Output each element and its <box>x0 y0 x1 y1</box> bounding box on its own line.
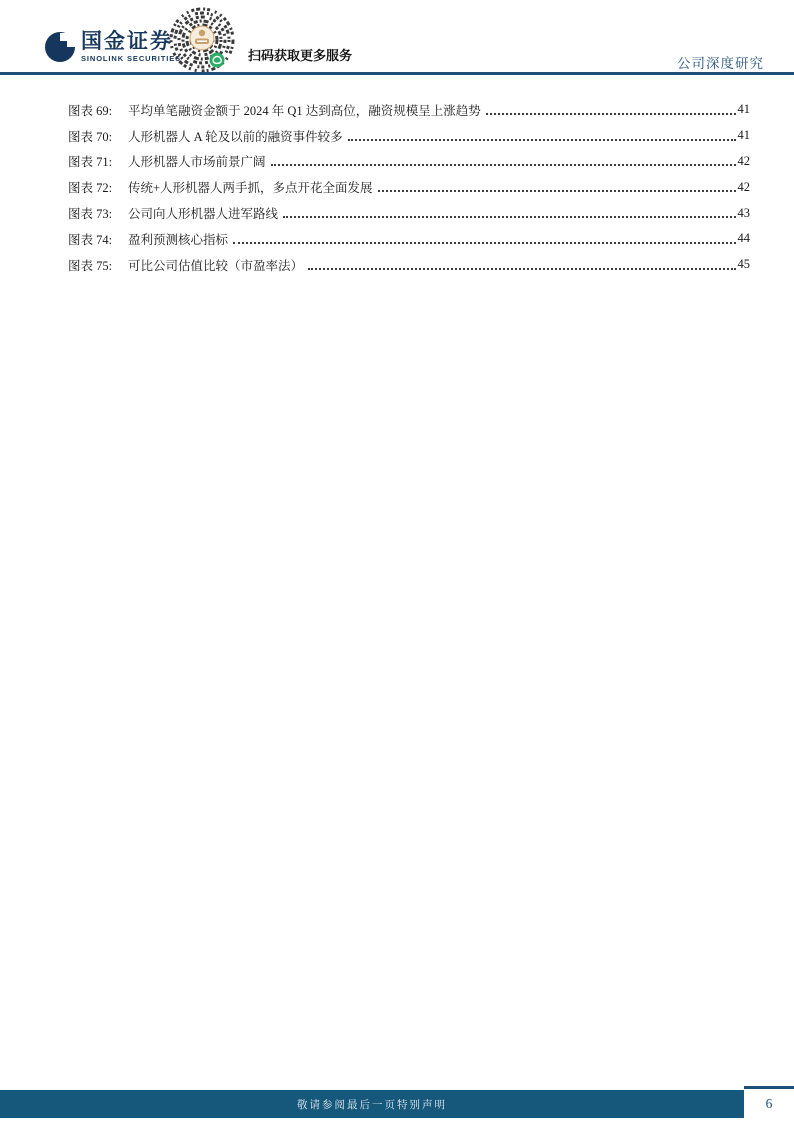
logo-name-cn: 国金证券 <box>81 30 173 53</box>
qr-center-badge <box>190 26 214 50</box>
toc-entry-title: 人形机器人市场前景广阔 <box>128 155 266 170</box>
page-number: 6 <box>765 1095 773 1111</box>
toc-entry-page: 41 <box>737 102 750 117</box>
header-divider <box>0 72 794 75</box>
toc-entry-page: 43 <box>737 205 750 220</box>
toc-entry-title: 可比公司估值比较（市盈率法） <box>128 258 304 273</box>
toc-entry-label: 图表 69: <box>68 103 113 118</box>
toc-entry[interactable] <box>68 252 750 278</box>
page-header <box>0 0 794 74</box>
sinolink-logo <box>45 30 181 63</box>
footer-disclaimer-text: 敬请参阅最后一页特别声明 <box>297 1099 447 1111</box>
toc-entry[interactable] <box>68 174 750 200</box>
toc-leader-dots <box>378 190 736 192</box>
toc-entry-label: 图表 73: <box>68 207 113 222</box>
footer-page-number-box <box>744 1086 794 1118</box>
toc-entry-title: 平均单笔融资金额于 2024 年 Q1 达到高位，融资规模呈上涨趋势 <box>128 103 481 118</box>
toc-entry-page: 41 <box>737 128 750 143</box>
toc-entry-label: 图表 70: <box>68 129 113 144</box>
toc-entry-title: 公司向人形机器人进军路线 <box>128 207 279 222</box>
toc-entry[interactable] <box>68 97 750 123</box>
qr-code-icon <box>169 7 235 73</box>
toc-leader-dots <box>271 164 736 166</box>
toc-entry-page: 44 <box>737 231 750 246</box>
sinolink-logo-icon <box>45 32 75 62</box>
toc-entry-page: 42 <box>737 179 750 194</box>
toc-entry-title: 人形机器人 A 轮及以前的融资事件较多 <box>128 129 343 144</box>
toc-entry[interactable] <box>68 123 750 149</box>
logo-name-en: SINOLINK SECURITIES <box>81 54 182 63</box>
toc-entry[interactable] <box>68 226 750 252</box>
toc-entry-label: 图表 72: <box>68 181 113 196</box>
toc-entry[interactable] <box>68 200 750 226</box>
toc-entry-label: 图表 71: <box>68 155 113 170</box>
toc-entry[interactable] <box>68 149 750 175</box>
toc-entry-title: 盈利预测核心指标 <box>128 232 229 247</box>
toc-entry-title: 传统+人形机器人两手抓，多点开花全面发展 <box>128 181 373 196</box>
toc-entry-page: 45 <box>737 257 750 272</box>
toc-entry-label: 图表 74: <box>68 232 113 247</box>
toc-entry-page: 42 <box>737 153 750 168</box>
footer-disclaimer-bar <box>0 1090 744 1118</box>
qr-caption: 扫码获取更多服务 <box>248 48 353 63</box>
toc-leader-dots <box>348 139 736 141</box>
toc-leader-dots <box>233 242 735 244</box>
toc-leader-dots <box>308 268 735 270</box>
toc-leader-dots <box>283 216 735 218</box>
toc-leader-dots <box>486 113 736 115</box>
report-type-label: 公司深度研究 <box>677 56 764 71</box>
wechat-icon <box>210 53 225 68</box>
figure-toc-list <box>68 97 750 278</box>
toc-entry-label: 图表 75: <box>68 258 113 273</box>
